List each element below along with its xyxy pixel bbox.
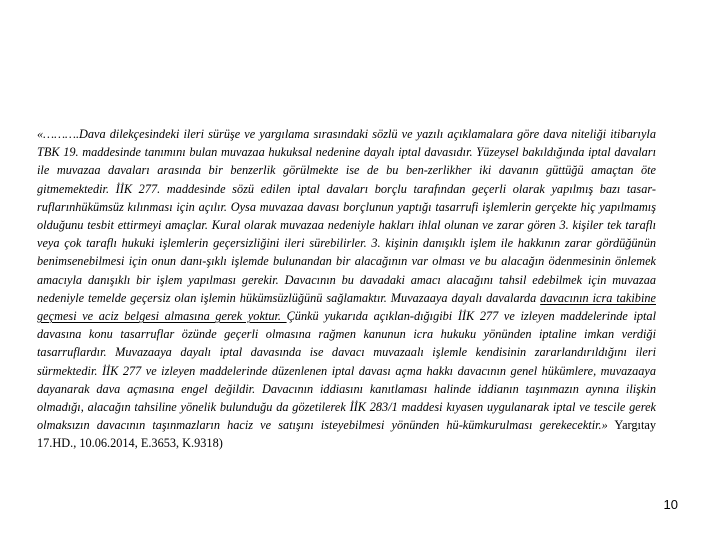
page-number: 10 (663, 497, 678, 512)
quote-text-part-1: «……….Dava dilekçesindeki ileri sürüşe ve yargılama sırasındaki sözlü ve yazılı açıklamalara göre dava niteliği itibarıyla TBK 19. maddesinde tanımını bulan muvazaa hukuksal nedenine dayalı iptal davasıdır. Yüzeysel bakıldığında iptal davaları ile muvazaa davaları arasında bir benzerlik görülmekte ise de bu ben-zerlikher iki davanın güttüğü amaçtan öte gitmemektedir. İİK 277. maddesinde sözü edilen iptal davaları borçlu tarafından geçerli olarak yapılmış bazı tasar-ruflarınhükümsüz kılınması için açılır. Oysa muvazaa davası borçlunun yaptığı tasarrufi işlemlerin gerçekte hiç yapılmamış olduğunu tesbit ettirmeyi amaçlar. Kural olarak muvazaa nedeniyle hakları ihlal olunan ve zarar gören 3. kişiler tek taraflı veya çok taraflı hukuki işlemlerin geçersizliğini ileri sürebilirler. 3. kişinin danışıklı işlem ile hakkının zarar gördüğünün benimsenebilmesi için onun danı-şıklı işlemde bulunandan bir alacağının var olması ve bu alacağın ödenmesinin önlemek amacıyla danışıklı bir işlem yapılması gerekir. Davacının bu davadaki amacı alacağını tahsil edebilmek için muvazaa nedeniyle temelde geçersiz olan işlemin hükümsüzlüğünü sağlamaktır. Muvazaaya dayalı davalarda (37, 127, 656, 305)
court-citation: Yargıtay 17.HD., 10.06.2014, E.3653, K.9318) (37, 418, 656, 451)
quote-underlined-text: davacının icra takibine geçmesi ve aciz belgesi almasına gerek yoktur. (37, 290, 656, 324)
quote-text-part-2: Çünkü yukarıda açıklan-dığıgibi İİK 277 ve izleyen maddelerinde iptal davasına konu tasarruflar özünde geçerli olmasına rağmen kanunun icra hukuku yönünden iptaline imkan verdiği tasarruflardır. Muvazaaya dayalı iptal davasında ise davacı muvazaalı işlemle kendisinin zararlandırıldığını ileri sürmektedir. İİK 277 ve izleyen maddelerinde düzenlenen iptal davası açma hakkı davacının genel hükümlere, muvazaaya dayanarak dava açmasına engel değildir. Davacının iddiasını kanıtlaması halinde iddianın taşınmazın aynına ilişkin olmadığı, alacağın tahsiline yönelik bulunduğu da gözetilerek İİK 283/1 maddesi kıyasen uygulanarak iptal ve tescile gerek olmaksızın davacının taşınmazların haciz ve satışını isteyebilmesi yönünden hü-kümkurulması gerekecektir.» (37, 309, 656, 433)
court-decision-quote (37, 125, 656, 453)
